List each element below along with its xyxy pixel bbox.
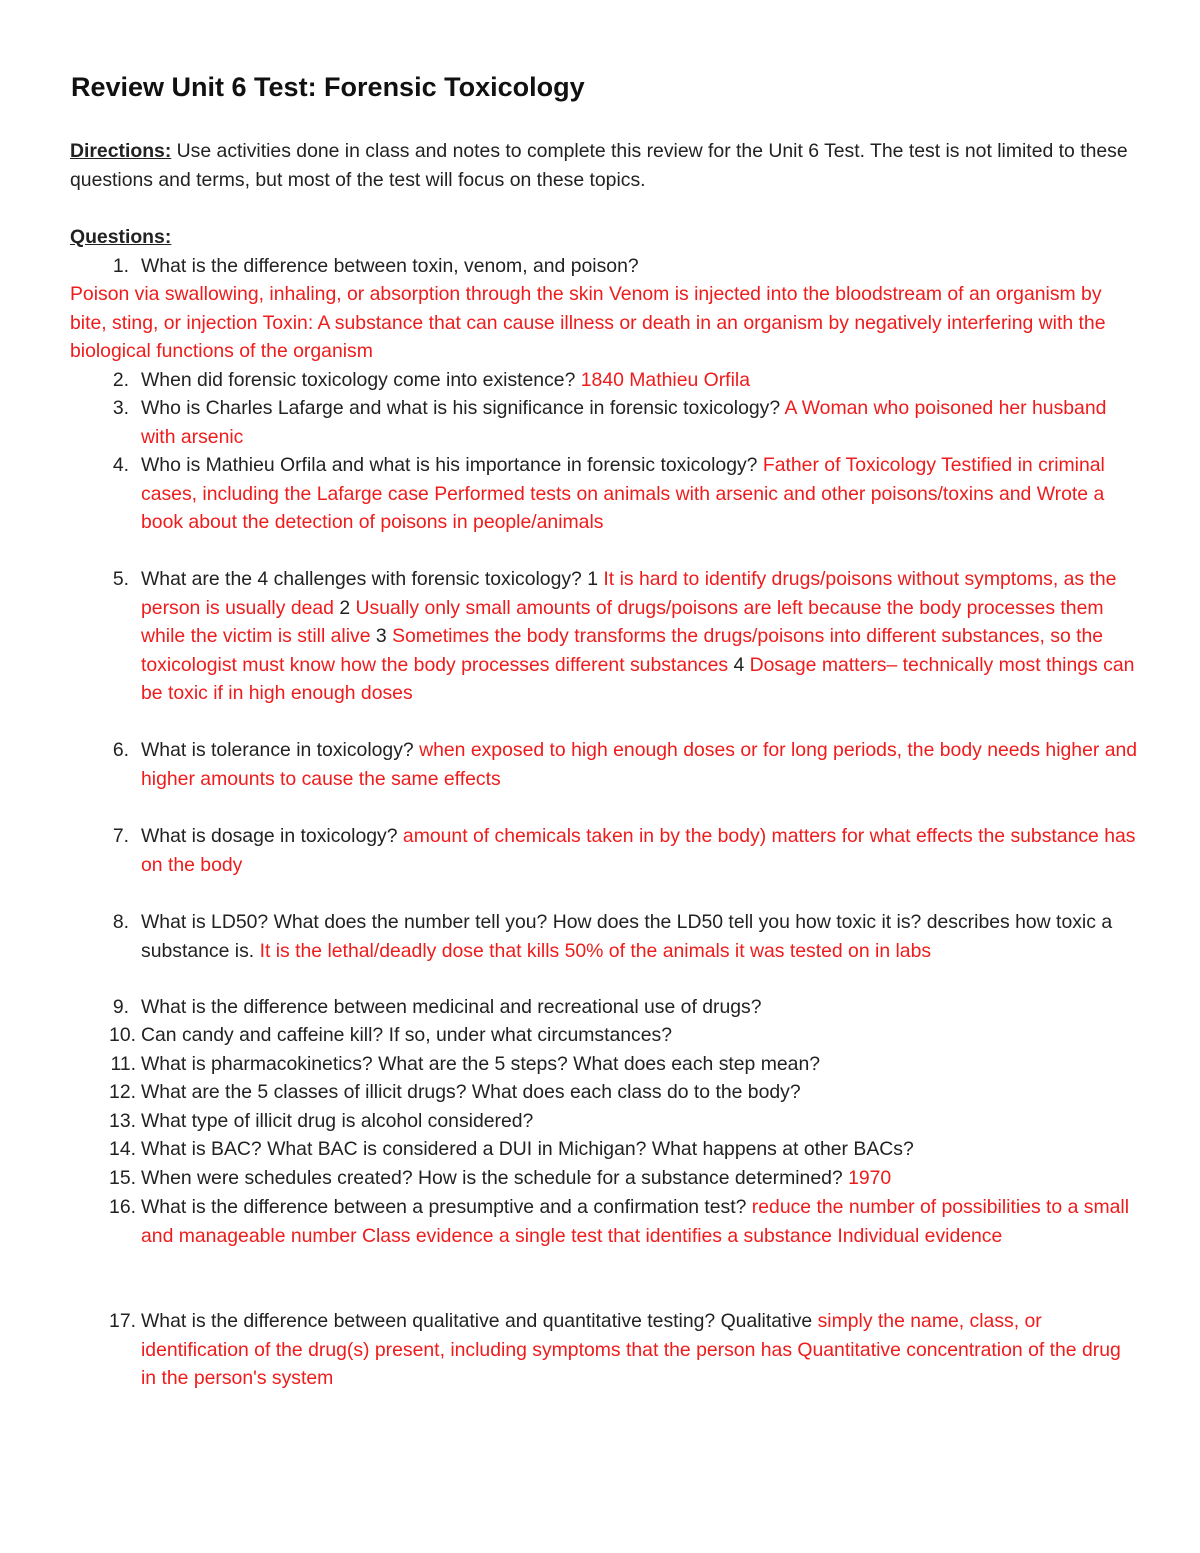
challenge-answer-1: It is hard to identify drugs/poisons without symptoms, as the person is usually dead xyxy=(141,568,1117,619)
question-text: What is dosage in toxicology? xyxy=(141,825,403,847)
answer-text: simply the name, class, or identification of the drug(s) present, including symptoms that the person has Quantitative concentration of the drug in the person's system xyxy=(141,1310,1121,1390)
question-16 xyxy=(109,1193,1141,1250)
question-5 xyxy=(112,565,1141,708)
question-text: What is LD50? What does the number tell you? How does the LD50 tell you how toxic it is? describes how toxic a substance is. xyxy=(141,911,1113,962)
question-2 xyxy=(112,366,1141,395)
question-7 xyxy=(112,822,1141,879)
question-number: 4. xyxy=(112,454,129,476)
question-number: 13. xyxy=(109,1110,136,1132)
question-1 xyxy=(112,252,1141,281)
question-number: 6. xyxy=(112,739,129,761)
question-text: What type of illicit drug is alcohol considered? xyxy=(141,1110,534,1132)
challenge-answer-2: Usually only small amounts of drugs/poisons are left because the body processes them while the victim is still alive xyxy=(141,596,1104,648)
question-number: 12. xyxy=(109,1081,136,1103)
question-number: 1. xyxy=(112,255,129,277)
question-15 xyxy=(109,1164,1141,1193)
question-3 xyxy=(112,394,1141,451)
question-11 xyxy=(110,1050,1141,1079)
challenge-answer-4: Dosage matters– technically most things can be toxic if in high enough doses xyxy=(141,653,1135,705)
question-text: What is the difference between toxin, venom, and poison? xyxy=(141,255,639,277)
question-13 xyxy=(109,1107,1141,1136)
question-text: What is pharmacokinetics? What are the 5 steps? What does each step mean? xyxy=(141,1053,821,1075)
question-10 xyxy=(109,1021,1141,1050)
answer-text: when exposed to high enough doses or for long periods, the body needs higher and higher amounts to cause the same effects xyxy=(141,739,1138,790)
question-number: 14. xyxy=(109,1138,136,1160)
answer-text: 1970 xyxy=(848,1167,892,1189)
question-text: What is the difference between medicinal and recreational use of drugs? xyxy=(141,996,762,1018)
question-text: When were schedules created? How is the schedule for a substance determined? xyxy=(141,1167,849,1189)
question-12 xyxy=(109,1078,1141,1107)
answer-text: 1840 Mathieu Orfila xyxy=(580,369,750,391)
answer-text: amount of chemicals taken in by the body) matters for what effects the substance has on the body xyxy=(141,825,1136,876)
question-9 xyxy=(112,993,1141,1022)
question-number: 5. xyxy=(112,568,129,590)
question-text: Can candy and caffeine kill? If so, under what circumstances? xyxy=(141,1024,673,1046)
question-text: What is the difference between a presumptive and a confirmation test? xyxy=(141,1196,752,1218)
challenge-number-3: 3 xyxy=(375,625,393,648)
challenge-number-2: 2 xyxy=(339,596,356,619)
answer-text: Father of Toxicology Testified in criminal cases, including the Lafarge case Performed tests on animals with arsenic and other poisons/toxins and Wrote a book about the detection of poisons in people/animals xyxy=(141,454,1105,534)
answer-text: reduce the number of possibilities to a small and manageable number Class evidence a single test that identifies a substance Individual evidence xyxy=(141,1196,1130,1247)
question-14 xyxy=(109,1135,1141,1164)
question-8 xyxy=(112,908,1141,965)
answer-text: A Woman who poisoned her husband with arsenic xyxy=(141,397,1107,448)
question-number: 2. xyxy=(112,369,129,391)
challenge-number-4: 4 xyxy=(733,653,750,676)
question-number: 16. xyxy=(109,1196,136,1218)
questions-heading: Questions: xyxy=(70,226,172,248)
challenge-answer-3: Sometimes the body transforms the drugs/poisons into different substances, so the toxicologist must know how the body processes different substances xyxy=(141,625,1104,676)
question-number: 7. xyxy=(112,825,129,847)
question-number: 8. xyxy=(112,911,129,933)
question-number: 9. xyxy=(112,996,129,1018)
answer-text: It is the lethal/deadly dose that kills 50% of the animals it was tested on in labs xyxy=(259,939,932,962)
question-6 xyxy=(112,736,1141,793)
question-text: What are the 4 challenges with forensic toxicology? xyxy=(141,568,588,590)
question-17 xyxy=(109,1307,1141,1393)
question-4 xyxy=(112,451,1141,537)
question-number: 11. xyxy=(110,1053,136,1075)
question-text: What are the 5 classes of illicit drugs? What does each class do to the body? xyxy=(141,1081,801,1103)
question-text: What is tolerance in toxicology? xyxy=(141,739,420,761)
directions-paragraph xyxy=(70,137,1140,194)
answer-1: Poison via swallowing, inhaling, or absorption through the skin Venom is injected into the bloodstream of an organism by bite, sting, or injection Toxin: A substance that can cause illness or death in an organism by negatively interfering with the biological functions of the organism xyxy=(70,283,1106,363)
question-number: 10. xyxy=(109,1024,136,1046)
question-text: What is the difference between qualitative and quantitative testing? Qualitative xyxy=(141,1310,818,1332)
question-number: 15. xyxy=(109,1167,136,1189)
challenge-number-1: 1 xyxy=(587,568,604,590)
question-text: When did forensic toxicology come into existence? xyxy=(141,369,581,391)
question-text: Who is Mathieu Orfila and what is his importance in forensic toxicology? xyxy=(141,454,763,476)
question-number: 3. xyxy=(112,397,129,419)
directions-label: Directions: xyxy=(70,140,172,162)
page-title: Review Unit 6 Test: Forensic Toxicology xyxy=(71,72,585,102)
question-number: 17. xyxy=(109,1310,136,1332)
question-text: Who is Charles Lafarge and what is his significance in forensic toxicology? xyxy=(141,397,785,419)
question-text: What is BAC? What BAC is considered a DUI in Michigan? What happens at other BACs? xyxy=(141,1138,914,1160)
directions-text: Use activities done in class and notes to complete this review for the Unit 6 Test. The test is not limited to these questions and terms, but most of the test will focus on these topics. xyxy=(70,140,1128,191)
